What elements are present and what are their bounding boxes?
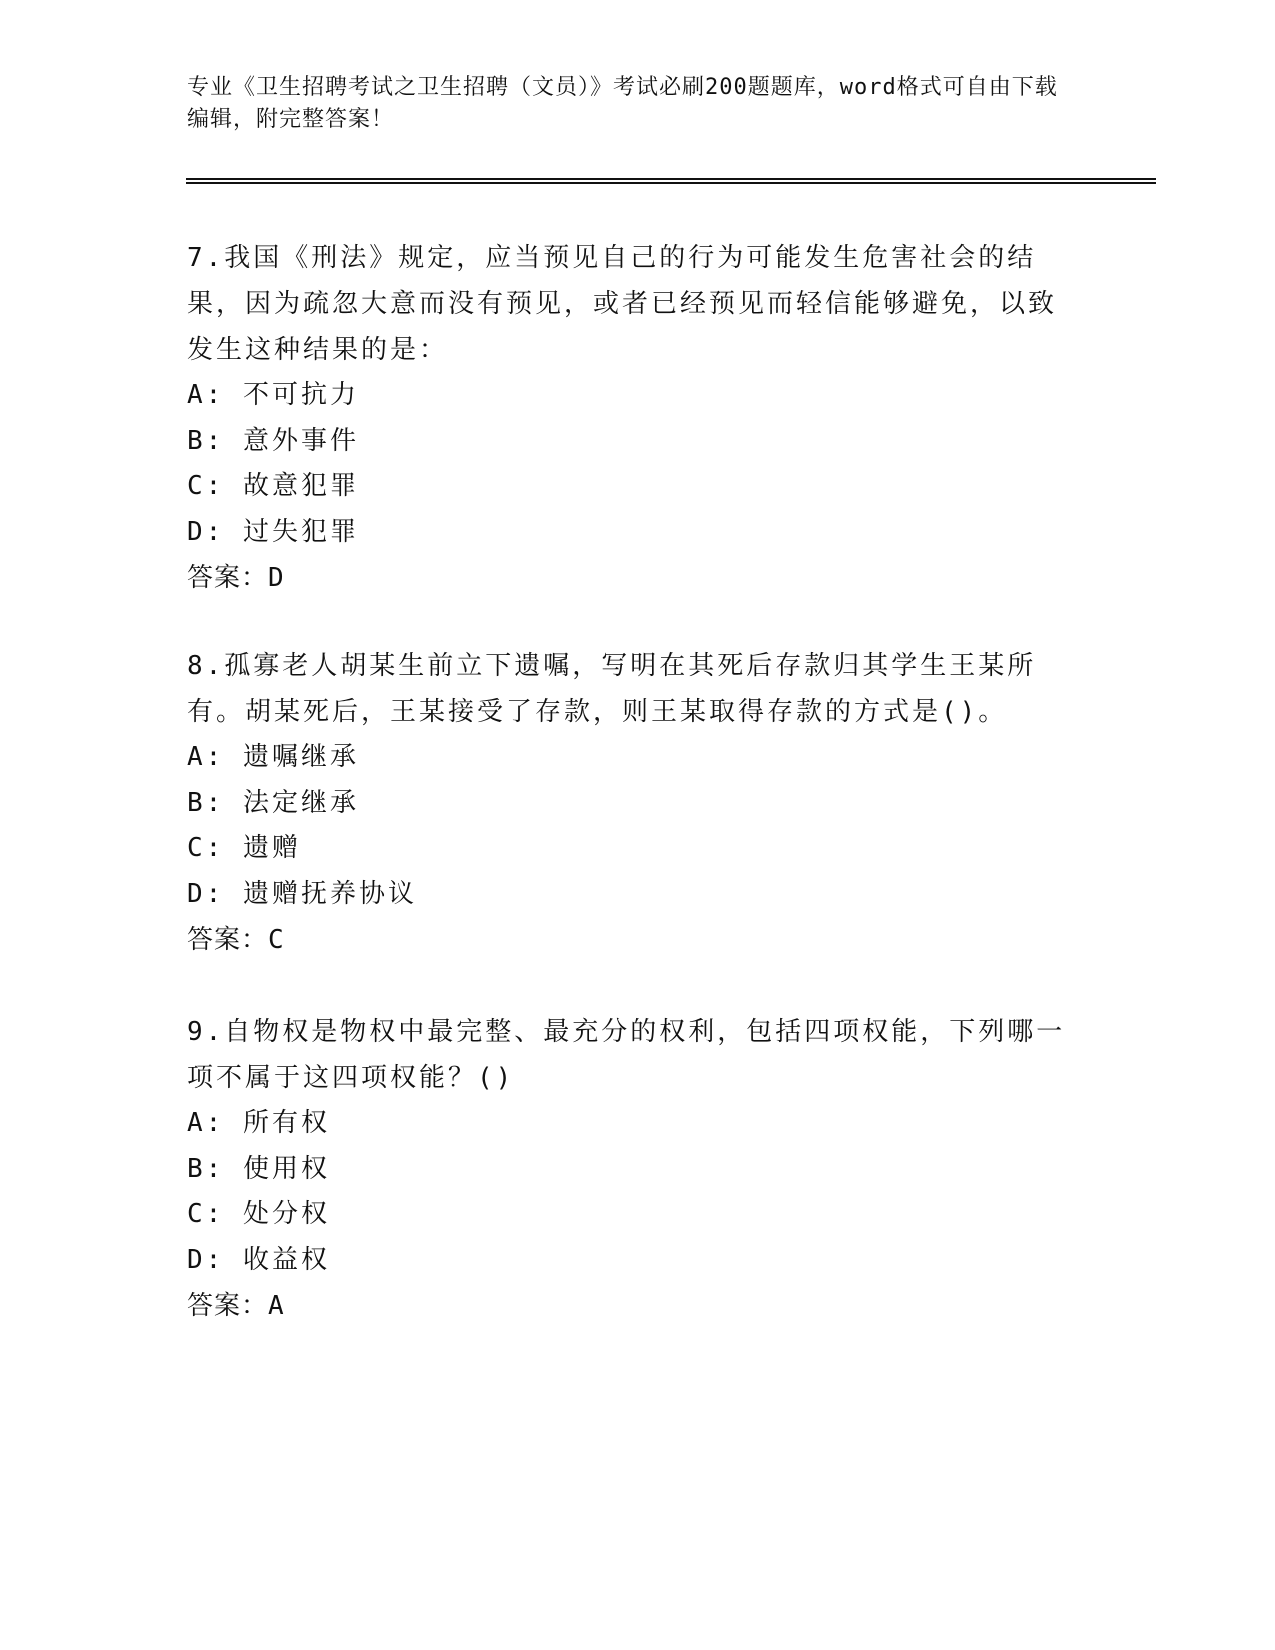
option-d: D: 收益权 [187, 1244, 330, 1275]
question-stem: 7.我国《刑法》规定，应当预见自己的行为可能发生危害社会的结果，因为疏忽大意而没有预见，或者已经预见而轻信能够避免，以致发生这种结果的是： [187, 243, 1058, 365]
option-c: C: 故意犯罪 [187, 471, 359, 501]
question-stem: 8.孤寡老人胡某生前立下遗嘱，写明在其死后存款归其学生王某所有。胡某死后，王某接受了存款，则王某取得存款的方式是()。 [187, 651, 1037, 727]
question-stem: 9.自物权是物权中最完整、最充分的权利，包括四项权能，下列哪一项不属于这四项权能？() [187, 1017, 1066, 1093]
option-b: B: 意外事件 [187, 425, 359, 456]
question-8 [187, 643, 1067, 963]
option-a: A: 所有权 [187, 1108, 330, 1138]
option-b: B: 使用权 [187, 1153, 330, 1184]
document-header: 专业《卫生招聘考试之卫生招聘（文员）》考试必刷200题题库，word格式可自由下载编辑，附完整答案！ [187, 75, 1058, 132]
option-a: A: 遗嘱继承 [187, 742, 359, 772]
answer-line: 答案：C [187, 925, 285, 955]
option-d: D: 遗赠抚养协议 [187, 878, 417, 909]
option-b: B: 法定继承 [187, 787, 359, 818]
question-7 [187, 235, 1067, 601]
option-c: C: 遗赠 [187, 833, 301, 863]
answer-line: 答案：A [187, 1291, 285, 1321]
answer-line: 答案：D [187, 563, 285, 593]
option-c: C: 处分权 [187, 1199, 330, 1229]
option-d: D: 过失犯罪 [187, 516, 359, 547]
question-9 [187, 1009, 1067, 1329]
header-divider [186, 178, 1156, 184]
option-a: A: 不可抗力 [187, 380, 359, 410]
